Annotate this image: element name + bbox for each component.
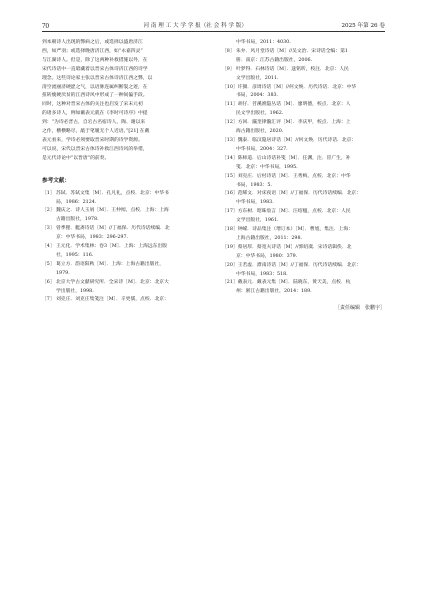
reference-text: 魏庆之．诗人玉屑［M］．王仲闻，点校．上海：上海 — [56, 208, 169, 214]
body-line: 与江湖诗人。但是，除了这两种补救措施以外，在 — [42, 57, 148, 63]
reference-number: ［1］ — [42, 190, 55, 196]
reference-text: 魏泰．临汉隐居诗话［M］//何文焕．历代诗话．北京： — [237, 137, 357, 143]
body-line: 的诸多诗人，例如戴表元就在《李时可诗序》中提 — [42, 111, 148, 117]
reference-number: ［13］ — [222, 137, 238, 143]
reference-number: ［18］ — [222, 227, 238, 233]
reference-number — [222, 75, 236, 84]
reference-text: 上海古籍出版社，2011：298. — [236, 235, 303, 241]
body-line: 清空流丽济硬涩之气，以语脉连属纠断裂之迹，在 — [42, 84, 148, 90]
reference-number — [222, 57, 236, 66]
reference-number: ［20］ — [222, 262, 238, 268]
body-line: 是元代诗论中“以晋唐”的前奏。 — [42, 155, 110, 161]
body-line: 同时，这种对晋宋古体的关注也启发了宋末元初 — [42, 102, 143, 108]
reference-entry-line — [222, 128, 385, 137]
reference-entry-line — [42, 225, 205, 234]
body-paragraph — [42, 39, 205, 164]
reference-entry-line — [222, 182, 385, 191]
reference-number: ［19］ — [222, 244, 238, 250]
reference-entry-line — [222, 57, 385, 66]
reference-number: ［4］ — [42, 244, 55, 250]
reference-text: 书局，2004：383. — [236, 93, 279, 99]
reference-number — [42, 270, 56, 279]
reference-entry-line — [222, 137, 385, 146]
reference-text: 范晞文．对床夜语［M］//丁福保．历代诗话续编．北京： — [237, 191, 361, 197]
header-rule — [42, 31, 385, 32]
reference-entry-line — [222, 92, 385, 101]
reference-number: ［6］ — [42, 279, 55, 285]
reference-entry-line — [222, 208, 385, 217]
editor-note: ［责任编辑 张鹏宇］ — [334, 305, 385, 312]
body-line: 西，如严羽；或选择晚唐济江西，如“永嘉四灵” — [42, 48, 143, 54]
reference-number: ［11］ — [222, 102, 238, 108]
reference-number: ［17］ — [222, 209, 238, 215]
reference-number: ［8］ — [222, 48, 235, 54]
reference-number: ［16］ — [222, 191, 238, 197]
reference-number — [42, 234, 56, 243]
reference-entry-line — [222, 119, 385, 128]
reference-number — [222, 164, 236, 173]
reference-number — [222, 235, 236, 244]
reference-entry-line — [42, 296, 205, 305]
reference-text: 陈师道．后山诗话补笺［M］．任渊，注．冒广生，补 — [237, 155, 351, 161]
reference-text: 刘克庄．后村诗话［M］．王秀梅，点校．北京：中华 — [237, 173, 351, 179]
reference-text: 中华书局，2011：4030. — [236, 40, 291, 45]
body-line: 到本朝诗人出现的弊病之后，或选择以盛唐济江 — [42, 40, 143, 45]
running-header — [42, 18, 385, 30]
body-line: 扭转瘦硬厌贫的江西诗风中形成了一种间偏手段。 — [42, 93, 148, 99]
reference-entry-line — [222, 279, 385, 288]
reference-entry-line — [222, 217, 385, 226]
reference-entry-line — [222, 288, 385, 297]
body-line: 到：“为诗必晋古，自宕古名宿诗人，陶、谢以来 — [42, 120, 146, 126]
reference-text: 1979. — [56, 270, 70, 276]
reference-text: 州：浙江古籍出版社，2014：189. — [236, 289, 312, 295]
reference-entry-line — [42, 243, 205, 252]
reference-text: 北京大学古文献研究所．全宋诗［M］．北京：北京大 — [56, 279, 169, 285]
right-column — [222, 39, 385, 313]
reference-entry-line — [222, 244, 385, 253]
reference-entry-line — [222, 101, 385, 110]
reference-entry-line — [42, 270, 205, 279]
reference-text: 王若虚．滹南诗话［M］//丁福保．历代诗话续编．北京： — [237, 262, 361, 268]
reference-text: 中华书局，1983：518. — [236, 271, 288, 277]
left-column — [42, 39, 205, 305]
reference-entry-line — [42, 216, 205, 225]
reference-entry-line — [42, 190, 205, 199]
reference-number — [222, 271, 236, 280]
reference-number — [222, 217, 236, 226]
reference-text: 胡仔．苕溪渔隐丛话［M］．廖明德，校点．北京：人 — [237, 102, 351, 108]
reference-entry-line — [42, 234, 205, 243]
reference-number — [222, 92, 236, 101]
reference-number: ［21］ — [222, 280, 238, 286]
reference-entry-line — [42, 252, 205, 261]
reference-text: 王元化．学术集林：卷3［M］．上海：上海远东出版 — [56, 244, 168, 250]
reference-number: ［5］ — [42, 261, 55, 267]
reference-entry-line — [222, 164, 385, 173]
reference-text: 文学出版社，2011. — [236, 75, 279, 81]
reference-text: 京：中华书局，1983：296-297. — [56, 235, 129, 241]
reference-entry-line — [222, 146, 385, 155]
body-line: 宋代诗话中一直暗藏着以晋宋古体诗济江西的诗学 — [42, 66, 148, 72]
body-line: 之作，横横略尽，敲于笔履无个人近语。”[21] 在戴 — [42, 129, 150, 135]
reference-number: ［15］ — [222, 173, 238, 179]
reference-list-left — [42, 190, 205, 306]
reference-entry-line — [222, 66, 385, 75]
reference-text: 社，1995：116. — [56, 252, 94, 258]
reference-number: ［3］ — [42, 226, 55, 232]
reference-number: ［9］ — [222, 66, 235, 72]
reference-text: 学出版社，1998. — [56, 288, 94, 294]
reference-text: 方回．瀛奎律髓汇评［M］．李庆甲，校点．上海：上 — [237, 120, 351, 126]
reference-number — [42, 288, 56, 297]
reference-entry-line — [42, 261, 205, 270]
reference-text: 朱弁．风月堂诗话［M］//吴文治．宋诗话全编：第1 — [236, 48, 348, 54]
reference-entry-line — [222, 262, 385, 271]
reference-number — [222, 110, 236, 119]
reference-entry-line — [42, 199, 205, 208]
reference-text: 册．南京：江苏古籍出版社，2006. — [236, 57, 313, 63]
reference-entry-line — [222, 235, 385, 244]
body-line: 表元看来，学诗必须要取晋宋时期的诗学资源。 — [42, 137, 143, 143]
reference-list-right — [222, 39, 385, 297]
reference-entry-line — [222, 271, 385, 280]
reference-entry-line — [42, 207, 205, 216]
reference-text: 钟嵘．诗品集注（增订本）［M］．曹旭，集注．上海： — [237, 227, 353, 233]
reference-number: ［7］ — [42, 297, 55, 303]
reference-number — [222, 39, 236, 48]
issue-label: 2025 年第 26 卷 — [341, 23, 385, 30]
reference-entry-line — [222, 48, 385, 57]
reference-entry-line — [222, 253, 385, 262]
reference-text: 方东树．昭昧詹言［M］．汪绍楹，点校．北京：人民 — [237, 209, 351, 215]
reference-text: 许顗．彦周诗话［M］//何文焕．历代诗话．北京：中华 — [237, 84, 357, 90]
reference-text: 局，1986：2124. — [56, 199, 97, 205]
reference-text: 书局，1983：5. — [236, 182, 272, 188]
reference-number — [42, 199, 56, 208]
reference-text: 曾季狸．艇斋诗话［M］//丁福保．历代诗话续编．北 — [56, 226, 170, 232]
reference-number: ［2］ — [42, 208, 55, 214]
reference-entry-line — [222, 155, 385, 164]
reference-entry-line — [222, 84, 385, 93]
reference-entry-line — [222, 75, 385, 84]
reference-text: 民文学出版社，1962. — [236, 111, 284, 117]
reference-entry-line — [222, 110, 385, 119]
reference-text: 苏轼．苏轼文集［M］．孔凡礼，点校．北京：中华书 — [56, 190, 169, 196]
reference-number: ［14］ — [222, 155, 238, 161]
reference-entry-line — [222, 173, 385, 182]
reference-text: 笺．北京：中华书局，1995. — [236, 164, 298, 170]
reference-text: 海古籍出版社，2020. — [236, 129, 284, 135]
reference-number: ［10］ — [222, 84, 238, 90]
reference-text: 古籍出版社，1978. — [56, 217, 99, 223]
references-heading: 参考文献： — [42, 177, 70, 184]
reference-text: 京：中华书局，1980：379. — [236, 253, 298, 259]
reference-number — [222, 128, 236, 137]
reference-entry-line — [222, 39, 385, 48]
reference-number — [42, 216, 56, 225]
reference-text: 文学出版社，1961. — [236, 218, 279, 224]
reference-entry-line — [222, 190, 385, 199]
reference-entry-line — [42, 288, 205, 297]
journal-title: 河 南 理 工 大 学 学 报（社 会 科 学 版） — [143, 23, 247, 30]
reference-text: 葛立方．韵语阳秋［M］．上海：上海古籍出版社， — [56, 261, 165, 267]
reference-number — [222, 253, 236, 262]
reference-text: 刘克庄．刘克庄集笺注［M］．辛更儒，点校．北京： — [56, 297, 169, 303]
reference-number — [222, 146, 236, 155]
body-line: 可以说，宋代以晋宋古体诗补救江西诗风的举措， — [42, 146, 148, 152]
body-line: 理念。这些诗论家主张以晋宋古体诗济江西之弊，以 — [42, 75, 153, 81]
reference-text: 戴表元．戴表元集［M］．陆晓东，黄天美，点校．杭 — [237, 280, 351, 286]
reference-number — [222, 182, 236, 191]
reference-text: 蔡居厚．蔡宽夫诗话［M］//郭绍虞．宋诗话辑佚．北 — [237, 244, 352, 250]
reference-entry-line — [222, 226, 385, 235]
reference-entry-line — [42, 279, 205, 288]
reference-number — [222, 199, 236, 208]
reference-entry-line — [222, 199, 385, 208]
reference-number — [42, 252, 56, 261]
reference-text: 中华书局，1983. — [236, 200, 274, 206]
reference-number — [222, 288, 236, 297]
reference-number: ［12］ — [222, 120, 238, 126]
page-number: 70 — [42, 22, 49, 30]
reference-text: 中华书局，2004：327. — [236, 146, 288, 152]
reference-text: 叶梦得．石林诗话［M］．逯铭昕，校注．北京：人民 — [236, 66, 349, 72]
